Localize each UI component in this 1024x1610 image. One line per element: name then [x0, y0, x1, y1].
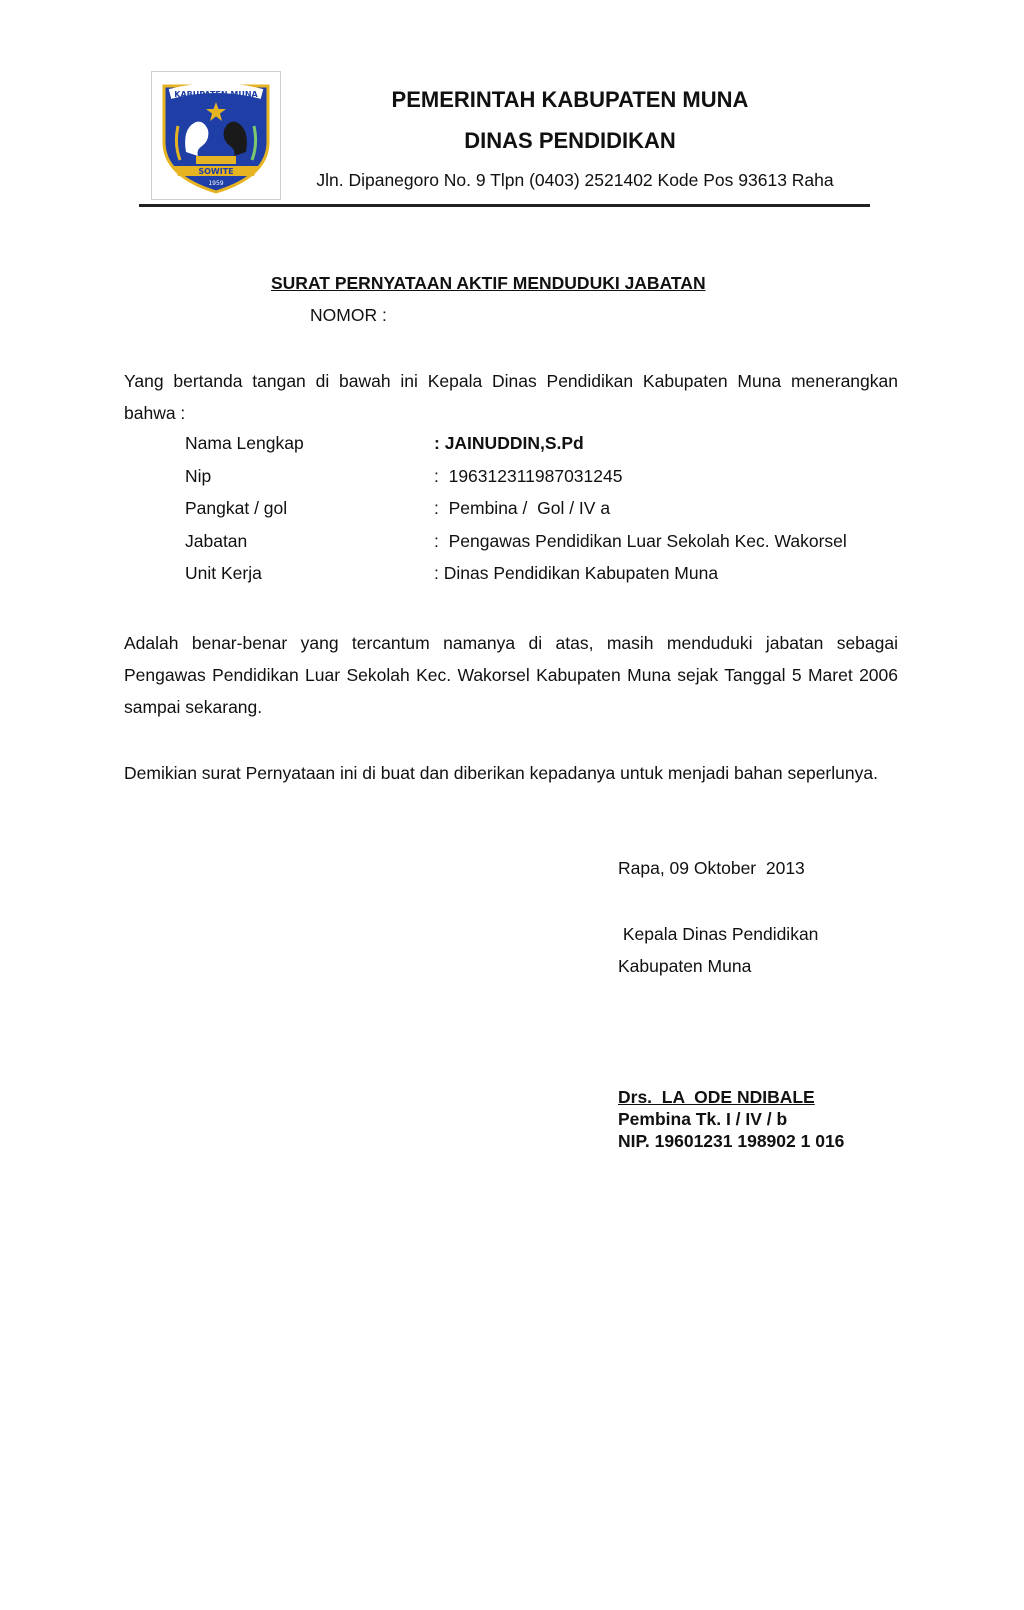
- letterhead-address: Jln. Dipanegoro No. 9 Tlpn (0403) 2521402 Kode Pos 93613 Raha: [316, 170, 834, 190]
- field-row-position: [0, 531, 1024, 563]
- svg-text:KABUPATEN MUNA: KABUPATEN MUNA: [174, 90, 258, 99]
- field-row-nip: [0, 466, 1024, 498]
- field-row-work-unit: [0, 563, 1024, 595]
- field-value: : 196312311987031245: [434, 466, 623, 486]
- signatory-name: Drs. LA ODE NDIBALE: [618, 1087, 815, 1107]
- regency-emblem-icon: [156, 76, 276, 195]
- field-row-name: [0, 433, 1024, 465]
- field-row-rank: [0, 498, 1024, 530]
- field-value: : Pengawas Pendidikan Luar Sekolah Kec. Wakorsel: [434, 531, 847, 551]
- signature-position: Kepala Dinas Pendidikan: [618, 924, 819, 944]
- field-label: Nama Lengkap: [185, 433, 304, 453]
- field-value: : Dinas Pendidikan Kabupaten Muna: [434, 563, 719, 583]
- closing-paragraph: Demikian surat Pernyataan ini di buat dan diberikan kepadanya untuk menjadi bahan seperlunya.: [124, 763, 878, 783]
- signatory-nip: NIP. 19601231 198902 1 016: [618, 1131, 845, 1151]
- regency-logo: [151, 71, 281, 200]
- svg-text:1959: 1959: [208, 180, 224, 187]
- signature-place-date: Rapa, 09 Oktober 2013: [618, 858, 805, 878]
- document-title: SURAT PERNYATAAN AKTIF MENDUDUKI JABATAN: [271, 273, 706, 293]
- body-paragraph: Adalah benar-benar yang tercantum namanya di atas, masih menduduki jabatan sebagai Pengawas Pendidikan Luar Sekolah Kec. Wakorsel Kabupaten Muna sejak Tanggal 5 Maret 2006 sampai sekarang.: [124, 633, 898, 717]
- letterhead-government: PEMERINTAH KABUPATEN MUNA: [391, 87, 749, 112]
- field-label: Unit Kerja: [185, 563, 262, 583]
- field-label: Nip: [185, 466, 212, 486]
- letterhead-divider: [139, 204, 870, 207]
- document-number-label: NOMOR :: [310, 305, 387, 325]
- intro-paragraph: Yang bertanda tangan di bawah ini Kepala Dinas Pendidikan Kabupaten Muna menerangkan bahwa :: [124, 371, 898, 423]
- signature-position-regency: Kabupaten Muna: [618, 956, 752, 976]
- svg-text:SOWITE: SOWITE: [198, 167, 234, 176]
- signatory-rank: Pembina Tk. I / IV / b: [618, 1109, 788, 1129]
- field-label: Jabatan: [185, 531, 248, 551]
- field-value: : Pembina / Gol / IV a: [434, 498, 611, 518]
- field-label: Pangkat / gol: [185, 498, 288, 518]
- letterhead-department: DINAS PENDIDIKAN: [464, 128, 676, 153]
- field-value: : JAINUDDIN,S.Pd: [434, 433, 584, 453]
